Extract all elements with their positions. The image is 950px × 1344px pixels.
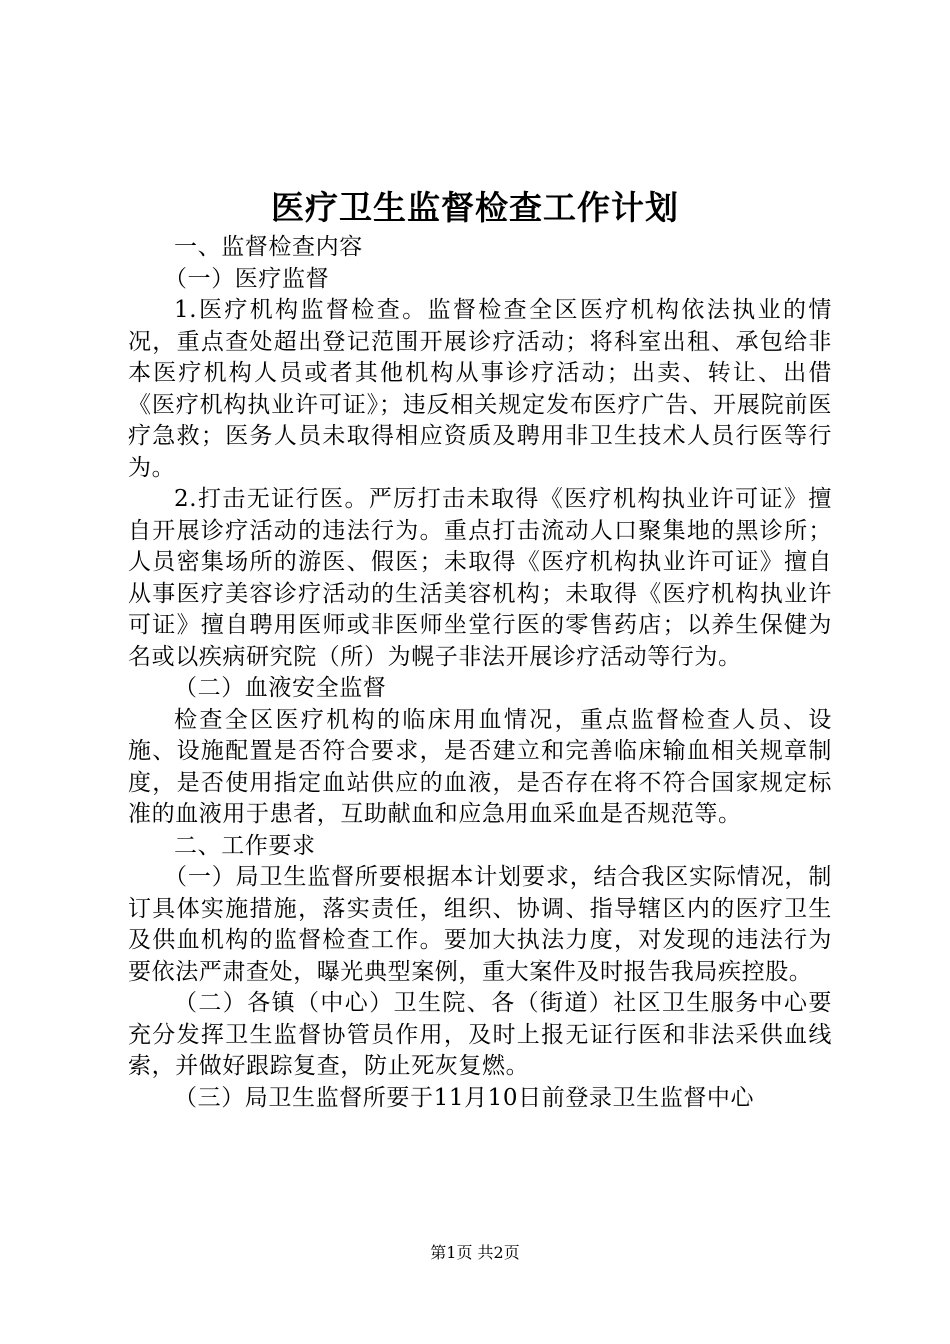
paragraph-requirement-3: （三）局卫生监督所要于11月10日前登录卫生监督中心 — [174, 1084, 755, 1111]
paragraph-medical-inspection: 1.医疗机构监督检查。监督检查全区医疗机构依法执业的情况，重点查处超出登记范围开展诊疗活动；将科室出租、承包给非本医疗机构人员或者其他机构从事诊疗活动；出卖、转让、出借《医疗机构执业许可证》；违反相关规定发布医疗广告、开展院前医疗急救；医务人员未取得相应资质及聘用非卫生技术人员行医等行为。 — [128, 297, 832, 481]
section-heading-1: 一、监督检查内容 — [174, 234, 363, 260]
paragraph-unlicensed-practice: 2.打击无证行医。严厉打击未取得《医疗机构执业许可证》擅自开展诊疗活动的违法行为。重点打击流动人口聚集地的黑诊所；人员密集场所的游医、假医；未取得《医疗机构执业许可证》擅自从事医疗美容诊疗活动的生活美容机构；未取得《医疗机构执业许可证》擅自聘用医师或非医师坐堂行医的零售药店；以养生保健为名或以疾病研究院（所）为幌子非法开展诊疗活动等行为。 — [128, 486, 832, 670]
section-heading-2: 二、工作要求 — [174, 832, 316, 859]
document-title: 医疗卫生监督检查工作计划 — [271, 188, 679, 227]
subsection-heading-blood: （二）血液安全监督 — [174, 675, 387, 701]
page-footer: 第1页 共2页 — [430, 1243, 520, 1262]
subsection-heading-medical: （一）医疗监督 — [164, 265, 330, 292]
paragraph-requirement-2: （二）各镇（中心）卫生院、各（街道）社区卫生服务中心要充分发挥卫生监督协管员作用，及时上报无证行医和非法采供血线索，并做好跟踪复查，防止死灰复燃。 — [128, 990, 832, 1079]
paragraph-blood-safety: 检查全区医疗机构的临床用血情况，重点监督检查人员、设施、设施配置是否符合要求，是否建立和完善临床输血相关规章制度，是否使用指定血站供应的血液，是否存在将不符合国家规定标准的血液用于患者，互助献血和应急用血采血是否规范等。 — [128, 706, 832, 827]
document-body — [128, 232, 832, 1114]
paragraph-requirement-1: （一）局卫生监督所要根据本计划要求，结合我区实际情况，制订具体实施措施，落实责任，组织、协调、指导辖区内的医疗卫生及供血机构的监督检查工作。要加大执法力度，对发现的违法行为要依法严肃查处，曝光典型案例，重大案件及时报告我局疾控股。 — [128, 864, 832, 985]
